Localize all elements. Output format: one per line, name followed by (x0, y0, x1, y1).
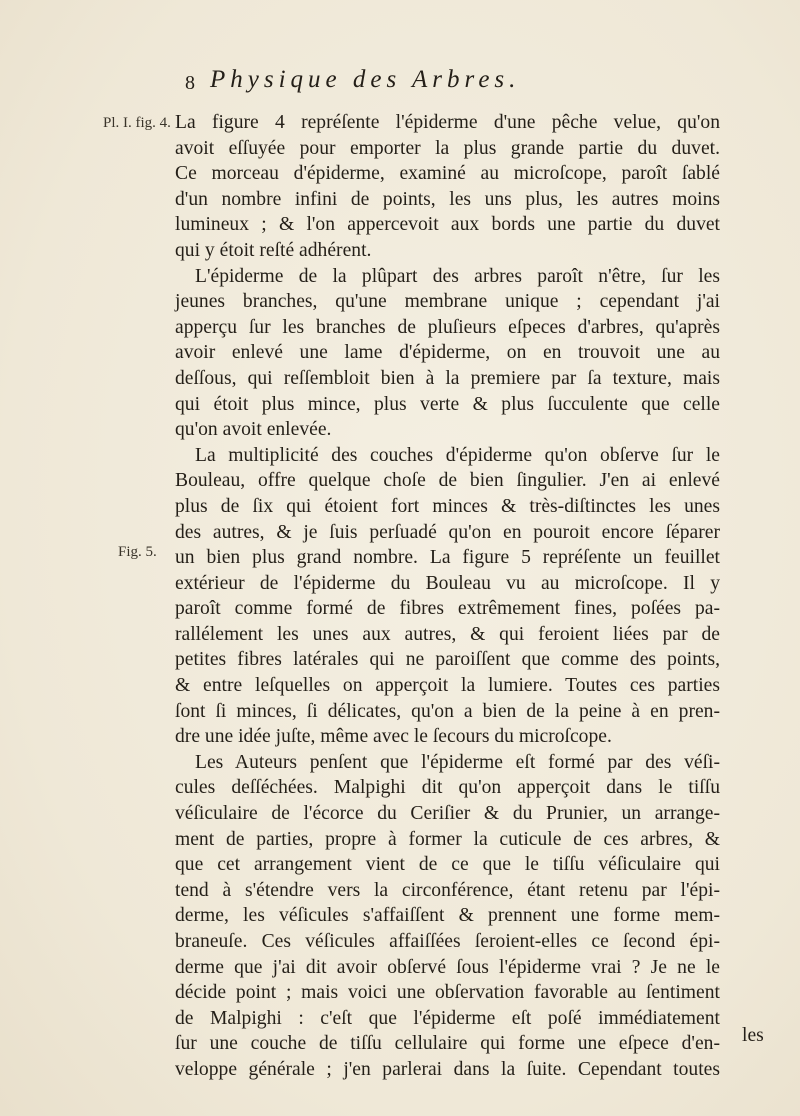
text-line: véſiculaire de l'écorce du Ceriſier & du Prunier, un arrange- (175, 803, 720, 825)
text-line: derme, les véſicules s'affaiſſent & prennent une forme mem- (175, 905, 720, 927)
text-line: un bien plus grand nombre. La figure 5 repréſente un feuillet (175, 547, 720, 569)
text-line: qui étoit plus mince, plus verte & plus ſucculente que celle (175, 393, 720, 415)
text-line: braneuſe. Ces véſicules affaiſſées ſeroient-elles ce ſecond épi- (175, 931, 720, 952)
text-line: deſſous, qui reſſembloit bien à la premiere par ſa texture, mais (175, 367, 720, 389)
margin-note-plate-figure-4: Pl. I. fig. 4. (103, 115, 171, 131)
text-line: que cet arrangement vient de ce que le tiſſu véſiculaire qui (175, 854, 720, 876)
text-line: apperçu ſur les branches de pluſieurs eſpeces d'arbres, qu'après (175, 316, 720, 338)
text-line: des autres, & je ſuis perſuadé qu'on en pouroit encore ſéparer (175, 521, 720, 543)
text-line: derme que j'ai dit avoir obſervé ſous l'épiderme vrai ? Je ne le (175, 956, 720, 978)
text-line: cules deſſéchées. Malpighi dit qu'on apperçoit dans le tiſſu (175, 777, 720, 799)
text-line: paroît comme formé de fibres extrêmement fines, poſées pa- (175, 598, 720, 620)
text-line: d'un nombre infini de points, les uns plus, les autres moins (175, 188, 720, 210)
text-line: Bouleau, offre quelque choſe de bien ſingulier. J'en ai enlevé (175, 470, 720, 492)
text-line: dre une idée juſte, même avec le ſecours du microſcope. (175, 726, 612, 748)
page-number: 8 (185, 72, 195, 94)
text-line: tend à s'étendre vers la circonférence, étant retenu par l'épi- (175, 879, 720, 901)
text-line: lumineux ; & l'on appercevoit aux bords une partie du duvet (175, 214, 720, 236)
text-line: qu'on avoit enlevée. (175, 419, 332, 441)
text-line: La figure 4 repréſente l'épiderme d'une pêche velue, qu'on (175, 112, 720, 133)
text-line: ſont ſi minces, ſi délicates, qu'on a bien de la peine à en pren- (175, 700, 720, 722)
running-head (175, 66, 695, 106)
running-title: Physique des Arbres. (210, 66, 521, 93)
text-line: Les Auteurs penſent que l'épiderme eſt formé par des véſi- (195, 751, 720, 773)
text-line: La multiplicité des couches d'épiderme qu'on obſerve ſur le (195, 444, 720, 466)
text-line: Ce morceau d'épiderme, examiné au microſcope, paroît ſablé (175, 163, 720, 185)
text-line: ſur une couche de tiſſu cellulaire qui forme une eſpece d'en- (175, 1033, 720, 1055)
text-line: veloppe générale ; j'en parlerai dans la ſuite. Cependant toutes (175, 1058, 720, 1080)
text-line: & entre leſquelles on apperçoit la lumiere. Toutes ces parties (175, 675, 720, 697)
catchword: les (742, 1025, 764, 1046)
text-line: décide point ; mais voici une obſervation favorable au ſentiment (175, 982, 720, 1004)
text-line: rallélement les unes aux autres, & qui feroient liées par de (175, 623, 720, 645)
text-line: ment de parties, propre à former la cuticule de ces arbres, & (175, 828, 720, 850)
text-line: jeunes branches, qu'une membrane unique ; cependant j'ai (175, 291, 720, 313)
text-line: de Malpighi : c'eſt que l'épiderme eſt poſé immédiatement (175, 1007, 720, 1029)
text-line: extérieur de l'épiderme du Bouleau vu au microſcope. Il y (175, 572, 720, 594)
text-line: avoir enlevé une lame d'épiderme, on en trouvoit une au (175, 342, 720, 364)
text-line: qui y étoit reſté adhérent. (175, 239, 372, 261)
text-line: plus de ſix qui étoient fort minces & très-diſtinctes les unes (175, 495, 720, 517)
margin-note-figure-5: Fig. 5. (118, 544, 157, 560)
text-line: avoit eſſuyée pour emporter la plus grande partie du duvet. (175, 137, 720, 159)
body-text (175, 110, 720, 1083)
text-line: L'épiderme de la plûpart des arbres paroît n'être, ſur les (195, 265, 720, 287)
text-line: petites fibres latérales qui ne paroiſſent que comme des points, (175, 649, 720, 671)
